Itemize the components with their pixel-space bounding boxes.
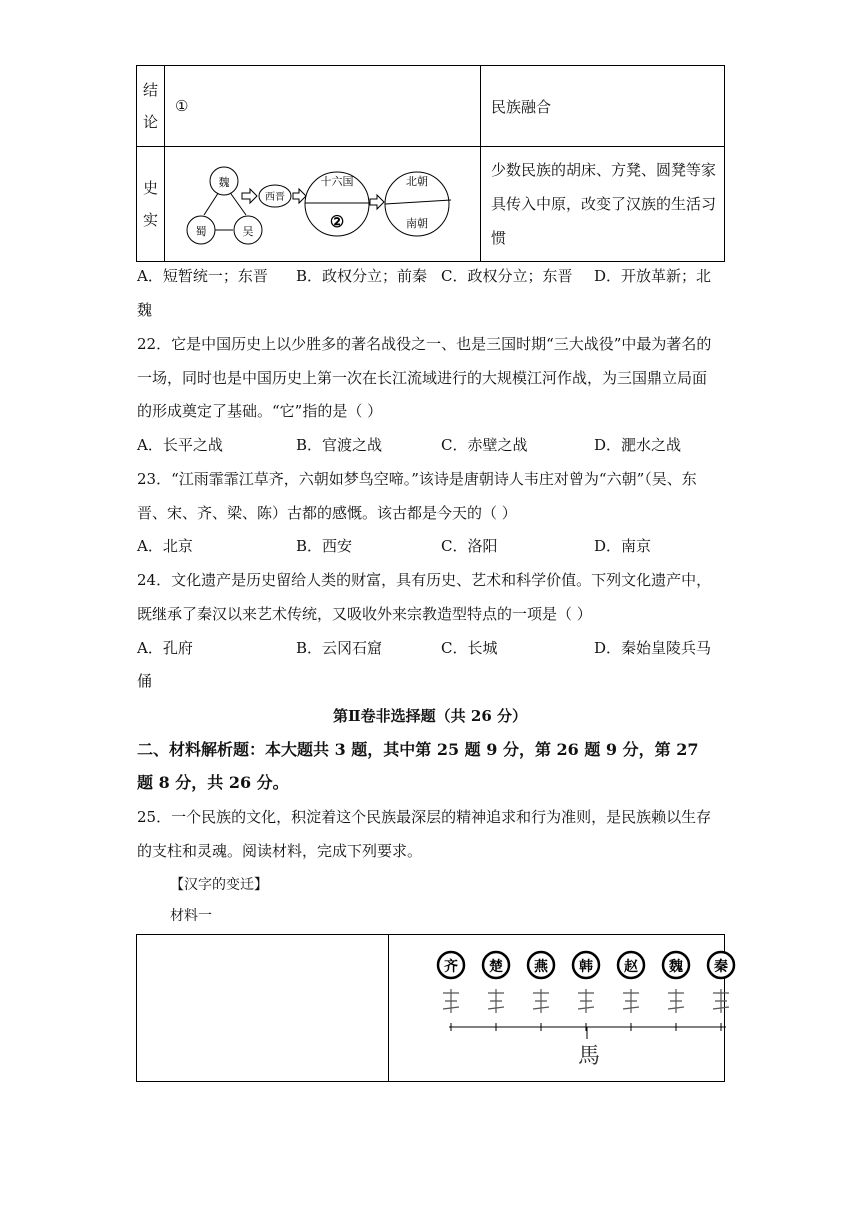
- q21-option-b: B．政权分立；前秦: [296, 267, 428, 285]
- q23-option-a: A．北京: [137, 537, 193, 555]
- row-label-conclusion: [137, 66, 165, 147]
- section-heading-line-2: 题 8 分，共 26 分。: [137, 773, 289, 792]
- variant-glyph: [623, 989, 639, 1013]
- arrow-icon: [242, 189, 257, 203]
- variant-glyph: [488, 989, 504, 1013]
- q24-option-d: D．秦始皇陵兵马: [594, 639, 712, 657]
- facts-line: 少数民族的胡床、方凳、圆凳等家: [490, 161, 716, 179]
- q25-subtitle: 【汉字的变迁】: [170, 877, 268, 893]
- q25-material-label: 材料一: [170, 908, 212, 924]
- arrow-icon: [370, 195, 384, 209]
- q22-option-d: D．淝水之战: [594, 436, 682, 454]
- label-wu: 吴: [242, 225, 254, 238]
- q21-option-d-continued: 魏: [137, 301, 153, 319]
- material-empty-cell: [137, 935, 389, 1082]
- facts-line: 惯: [490, 229, 506, 247]
- state-badge-label: 韩: [579, 959, 593, 975]
- row-label-text: 史 实: [142, 179, 158, 229]
- facts-cell: [480, 147, 724, 262]
- q22-line-1: 22．它是中国历史上以少胜多的著名战役之一、也是三国时期“三大战役”中最为著名的: [137, 335, 712, 353]
- blank-marker-2: ②: [329, 212, 345, 231]
- q22-option-b: B．官渡之战: [296, 436, 383, 454]
- state-badge-label: 赵: [624, 959, 638, 975]
- q24-line-1: 24．文化遗产是历史留给人类的财富，具有历史、艺术和科学价值。下列文化遗产中，: [137, 571, 712, 589]
- state-badge-label: 燕: [534, 959, 548, 975]
- q24-option-c: C．长城: [441, 639, 498, 657]
- q21-option-d: D．开放革新；北: [594, 267, 712, 285]
- q24-line-2: 既继承了秦汉以来艺术传统，又吸收外来宗教造型特点的一项是（ ）: [137, 605, 592, 623]
- state-badge-label: 齐: [444, 959, 458, 975]
- q25-line-2: 的支柱和灵魂。阅读材料，完成下列要求。: [137, 842, 423, 860]
- material-figure-cell: [389, 935, 728, 1082]
- variant-glyph: [713, 989, 729, 1013]
- character-evolution-figure: [389, 935, 726, 1081]
- variant-glyph: [578, 989, 594, 1013]
- q23-line-1: 23．“江雨霏霏江草齐，六朝如梦鸟空啼。”该诗是唐朝诗人韦庄对曾为“六朝”（吴、东: [137, 470, 697, 488]
- label-shiliuguo: 十六国: [320, 175, 354, 188]
- comparison-table: [136, 65, 725, 262]
- blank-marker-1: ①: [174, 97, 189, 115]
- q24-option-d-continued: 俑: [137, 672, 153, 690]
- label-beichao: 北朝: [405, 175, 428, 188]
- q23-line-2: 晋、宋、齐、梁、陈）古都的感慨。该古都是今天的（ ）: [137, 504, 517, 522]
- dynasty-diagram: [165, 149, 475, 259]
- q22-option-c: C．赤壁之战: [441, 436, 528, 454]
- q23-option-d: D．南京: [594, 537, 652, 555]
- label-nanchao: 南朝: [405, 217, 428, 230]
- section-title: 第Ⅱ卷非选择题（共 26 分）: [333, 707, 527, 725]
- q24-option-b: B．云冈石窟: [296, 639, 383, 657]
- q22-line-3: 的形成奠定了基础。“它”指的是（ ）: [137, 402, 383, 420]
- state-badge-label: 楚: [489, 959, 503, 975]
- variant-glyph: [668, 989, 684, 1013]
- row-label-text: 结 论: [142, 81, 158, 131]
- conclusion-blank-cell: [164, 66, 480, 147]
- label-wei: 魏: [218, 176, 230, 189]
- row-label-facts: [137, 147, 165, 262]
- state-badge-label: 秦: [714, 959, 728, 975]
- variant-glyph: [533, 989, 549, 1013]
- q23-option-b: B．西安: [296, 537, 353, 555]
- label-xijin: 西晋: [264, 192, 285, 203]
- conclusion-text: 民族融合: [490, 97, 551, 116]
- conclusion-cell: [480, 66, 724, 147]
- variant-glyph: [443, 989, 459, 1013]
- history-diagram-cell: [164, 147, 480, 262]
- arrow-icon: [293, 189, 306, 203]
- label-shu: 蜀: [195, 225, 207, 238]
- q21-option-a: A．短暂统一；东晋: [137, 267, 268, 285]
- q22-line-2: 一场，同时也是中国历史上第一次在长江流域进行的大规模江河作战，为三国鼎立局面: [137, 369, 708, 387]
- q24-option-a: A．孔府: [137, 639, 193, 657]
- q21-option-c: C．政权分立；东晋: [441, 267, 573, 285]
- q25-line-1: 25．一个民族的文化，积淀着这个民族最深层的精神追求和行为准则，是民族赖以生存: [137, 808, 712, 826]
- q23-option-c: C．洛阳: [441, 537, 498, 555]
- facts-line: 具传入中原，改变了汉族的生活习: [490, 195, 716, 213]
- material-table: [136, 934, 728, 1082]
- q22-option-a: A．长平之战: [137, 436, 223, 454]
- state-badge-label: 魏: [669, 959, 683, 975]
- unified-character: 馬: [577, 1044, 601, 1069]
- section-heading-line-1: 二、材料解析题：本大题共 3 题，其中第 25 题 9 分，第 26 题 9 分，第 27: [137, 740, 699, 759]
